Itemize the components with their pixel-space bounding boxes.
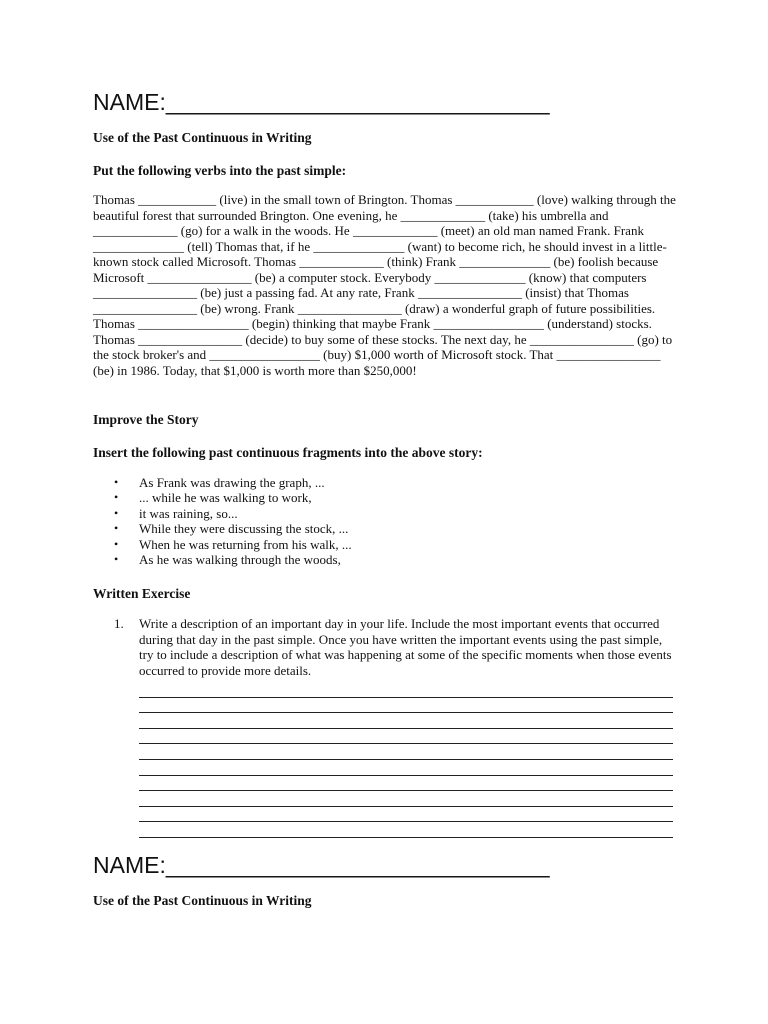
bullet-icon: • [114,490,119,505]
answer-lines [139,682,673,838]
verbs-instruction: Put the following verbs into the past simple: [93,163,347,178]
name-field-label: NAME:______________________________ [93,89,550,115]
exercise-number: 1. [114,616,124,631]
list-item [93,537,653,552]
fragment-text: When he was returning from his walk, ... [139,536,352,552]
fragment-text: it was raining, so... [139,505,238,521]
writing-line[interactable] [139,698,673,714]
writing-line[interactable] [139,822,673,838]
writing-line[interactable] [139,791,673,807]
exercise-prompt: Write a description of an important day in your life. Include the most important events that occurred during that day in the past simple. Once you have written the important events using the past simple, try to include a description of what was happening at some of the specific moments when those events occurred to provide more details. [139,616,672,678]
exercise-item [93,616,673,678]
worksheet-title: Use of the Past Continuous in Writing [93,130,312,145]
writing-line[interactable] [139,776,673,792]
story-paragraph: Thomas ____________ (live) in the small town of Brington. Thomas ____________ (love) walking through the beautiful forest that surrounded Brington. One evening, he _____________ (take) his umbrella and _____________ (go) for a walk in the woods. He _____________ (meet) an old man named Frank. Frank ______________ (tell) Thomas that, if he ______________ (want) to become rich, he should invest in a little-known stock called Microsoft. Thomas _____________ (think) Frank ______________ (be) foolish because Microsoft ________________ (be) a computer stock. Everybody ______________ (know) that computers ________________ (be) just a passing fad. At any rate, Frank ________________ (insist) that Thomas ________________ (be) wrong. Frank ________________ (draw) a wonderful graph of future possibilities. Thomas _________________ (begin) thinking that maybe Frank _________________ (understand) stocks. Thomas ________________ (decide) to buy some of these stocks. The next day, he ________________ (go) to the stock broker's and _________________ (buy) $1,000 worth of Microsoft stock. That ________________ (be) in 1986. Today, that $1,000 is worth more than $250,000! [93,192,676,378]
list-item [93,506,653,521]
list-item [93,490,653,505]
bullet-icon: • [114,505,119,520]
writing-line[interactable] [139,713,673,729]
fragment-text: ... while he was walking to work, [139,490,312,506]
fragment-text: As he was walking through the woods, [139,552,341,568]
improve-instruction: Insert the following past continuous fragments into the above story: [93,445,483,460]
improve-story-heading: Improve the Story [93,412,199,427]
bullet-icon: • [114,521,119,536]
writing-line[interactable] [139,744,673,760]
writing-line[interactable] [139,729,673,745]
list-item [93,552,653,567]
list-item [93,475,653,490]
name-field-label-2: NAME:______________________________ [93,852,550,878]
fragment-text: While they were discussing the stock, ... [139,521,349,537]
worksheet-title-2: Use of the Past Continuous in Writing [93,893,312,908]
writing-line[interactable] [139,682,673,698]
writing-line[interactable] [139,807,673,823]
writing-line[interactable] [139,760,673,776]
bullet-icon: • [114,475,119,489]
fragment-list [93,475,653,567]
fragment-text: As Frank was drawing the graph, ... [139,475,325,490]
list-item [93,521,653,536]
bullet-icon: • [114,536,119,551]
bullet-icon: • [114,552,119,567]
written-exercise-heading: Written Exercise [93,586,191,601]
